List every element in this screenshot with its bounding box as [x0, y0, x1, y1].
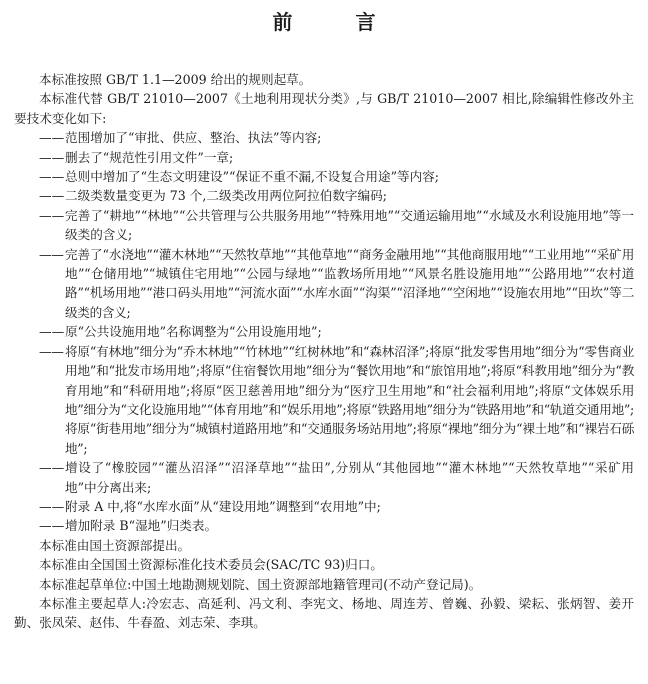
paragraph-drafting-units: 本标准起草单位:中国土地勘测规划院、国土资源部地籍管理司(不动产登记局)。: [39, 576, 482, 592]
list-item-text: 完善了“水浇地”“灌木林地”“天然牧草地”“其他草地”“商务金融用地”“其他商服用地”“工业用地”“采矿用地”“仓储用地”“城镇住宅用地”“公园与绿地”“监教场所用地”“风景名胜设施用地”“公路用地”“农村道路”“机场用地”“港口码头用地”“河流水面”“水库水面”“沟渠”“沼泽地”“空闲地”“设施农用地”“田坎”等二级类的含义;: [65, 246, 634, 320]
list-item: [14, 497, 634, 516]
dash-marker: ——: [39, 246, 64, 262]
dash-marker: ——: [39, 188, 65, 204]
paragraph-committee: 本标准由全国国土资源标准化技术委员会(SAC/TC 93)归口。: [39, 557, 383, 573]
list-item: [14, 128, 634, 147]
dash-marker: ——: [39, 149, 65, 165]
paragraph-replacement: 本标准代替 GB/T 21010—2007《土地利用现状分类》,与 GB/T 21010—2007 相比,除编辑性修改外主要技术变化如下:: [14, 91, 634, 126]
foreword-body: [14, 70, 634, 633]
paragraph-proposer: 本标准由国土资源部提出。: [39, 537, 191, 553]
list-item-text: 完善了“耕地”“林地”“公共管理与公共服务用地”“特殊用地”“交通运输用地”“水域及水利设施用地”等一级类的含义;: [65, 207, 634, 243]
list-item-text: 删去了“规范性引用文件”一章;: [65, 149, 234, 165]
dash-marker: ——: [39, 498, 65, 514]
list-item: [14, 148, 634, 167]
list-item: [14, 516, 634, 535]
list-item-text: 附录 A 中,将“水库水面”从“建设用地”调整到“农用地”中;: [65, 498, 381, 514]
page-title: 前 言: [272, 10, 404, 34]
list-item-text: 增加附录 B“湿地”归类表。: [65, 518, 218, 534]
list-item-text: 原“公共设施用地”名称调整为“公用设施用地”;: [65, 324, 322, 340]
list-item: [14, 342, 634, 458]
dash-marker: ——: [39, 324, 65, 340]
list-item: [14, 186, 634, 205]
list-item: [14, 458, 634, 497]
list-item-text: 将原“有林地”细分为“乔木林地”“竹林地”“红树林地”和“森林沼泽”;将原“批发零售用地”细分为“零售商业用地”和“批发市场用地”;将原“住宿餐饮用地”细分为“餐饮用地”和“旅馆用地”;将原“科教用地”细分为“教育用地”和“科研用地”;将原“医卫慈善用地”细分为“医疗卫生用地”和“社会福利用地”;将原“文体娱乐用地”细分为“文化设施用地”“体育用地”和“娱乐用地”;将原“铁路用地”细分为“铁路用地”和“轨道交通用地”;将原“街巷用地”细分为“城镇村道路用地”和“交通服务场站用地”;将原“裸地”细分为“裸土地”和“裸岩石砾地”;: [65, 343, 634, 456]
list-item-text: 范围增加了“审批、供应、整治、执法”等内容;: [65, 130, 322, 146]
list-item-text: 增设了“橡胶园”“灌丛沼泽”“沼泽草地”“盐田”,分别从“其他园地”“灌木林地”“天然牧草地”“采矿用地”中分离出来;: [65, 460, 634, 495]
list-item-text: 二级类数量变更为 73 个,二级类改用两位阿拉伯数字编码;: [65, 188, 387, 204]
paragraph-drafters: 本标准主要起草人:冷宏志、高延利、冯文利、李宪文、杨地、周连芳、曾巍、孙毅、梁耘、张炳智、姜开勤、张凤荣、赵伟、牛春盈、刘志荣、李琪。: [14, 595, 634, 631]
list-item: [14, 167, 634, 186]
list-item-text: 总则中增加了“生态文明建设”“保证不重不漏,不设复合用途”等内容;: [65, 169, 440, 185]
paragraph-drafting-rule: 本标准按照 GB/T 1.1—2009 给出的规则起草。: [39, 72, 312, 87]
dash-marker: ——: [39, 130, 65, 146]
list-item: [14, 206, 634, 245]
dash-marker: ——: [39, 343, 64, 359]
dash-marker: ——: [39, 207, 65, 223]
dash-marker: ——: [39, 169, 65, 185]
list-item: [14, 245, 634, 323]
list-item: [14, 322, 634, 341]
dash-marker: ——: [39, 460, 65, 476]
dash-marker: ——: [39, 518, 65, 534]
